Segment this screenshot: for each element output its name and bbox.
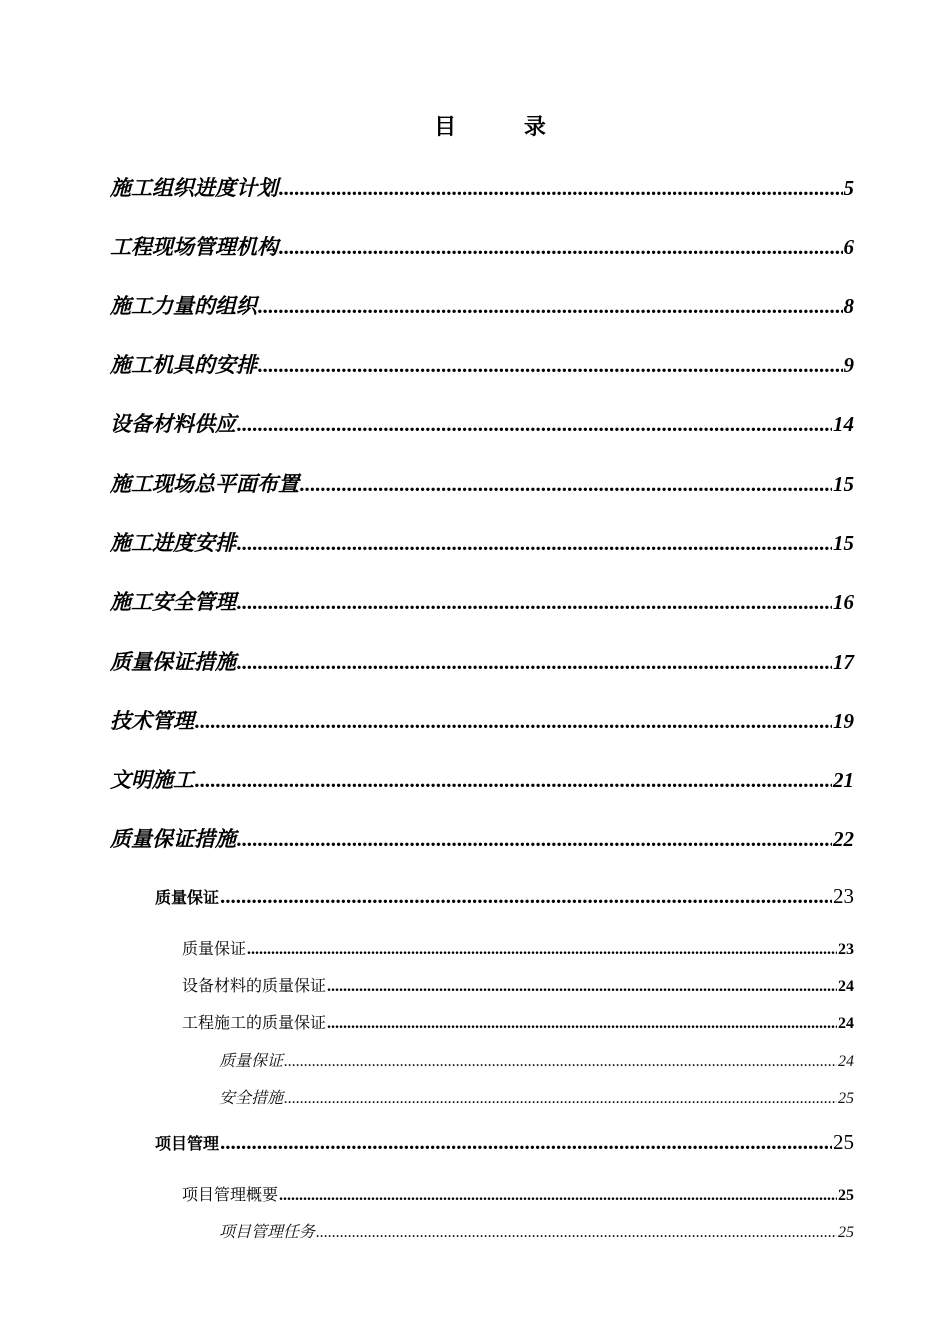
toc-page-number: 9 [843, 353, 854, 377]
toc-entry[interactable] [110, 231, 854, 261]
toc-entry[interactable] [110, 586, 854, 616]
toc-entry-label: 质量保证 [219, 1051, 284, 1070]
toc-entry-label: 项目管理概要 [182, 1185, 279, 1204]
toc-entry[interactable] [219, 1219, 854, 1242]
toc-entry-label: 设备材料供应 [110, 412, 236, 436]
toc-leader-dots [279, 1187, 837, 1205]
toc-page-number: 24 [838, 1015, 854, 1032]
toc-entry-label: 质量保证 [155, 888, 220, 907]
toc-entry[interactable] [110, 764, 854, 794]
toc-entry-label: 工程现场管理机构 [110, 235, 278, 259]
toc-entry[interactable] [110, 408, 854, 438]
toc-leader-dots [258, 353, 843, 378]
toc-entry-label: 质量保证措施 [110, 650, 236, 674]
toc-entry-label: 项目管理 [155, 1134, 220, 1153]
toc-entry-label: 施工现场总平面布置 [110, 472, 299, 496]
toc-page-number: 24 [838, 1053, 854, 1070]
toc-page-number: 22 [833, 827, 854, 851]
toc-leader-dots [237, 412, 832, 437]
toc-entry[interactable] [155, 884, 854, 909]
toc-entry-label: 质量保证措施 [110, 827, 236, 851]
toc-entry[interactable] [182, 1182, 854, 1205]
toc-entry-label: 安全措施 [219, 1088, 284, 1107]
toc-entry[interactable] [110, 468, 854, 498]
toc-leader-dots [316, 1224, 837, 1242]
toc-entry-label: 技术管理 [110, 709, 194, 733]
toc-page-number: 19 [833, 709, 854, 733]
toc-entry[interactable] [182, 973, 854, 996]
toc-entry[interactable] [182, 936, 854, 959]
toc-entry-label: 施工进度安排 [110, 531, 236, 555]
toc-leader-dots [237, 827, 832, 852]
toc-entry-label: 文明施工 [110, 768, 194, 792]
toc-page-number: 23 [833, 884, 854, 908]
toc-page-number: 17 [833, 650, 854, 674]
toc-leader-dots [327, 1015, 837, 1033]
toc-leader-dots [300, 472, 832, 497]
toc-entry[interactable] [182, 1010, 854, 1033]
toc-leader-dots [237, 590, 832, 615]
toc-page-number: 25 [838, 1187, 854, 1204]
toc-page-number: 21 [833, 768, 854, 792]
toc-leader-dots [220, 884, 832, 909]
toc-entry-label: 施工机具的安排 [110, 353, 257, 377]
toc-page-number: 5 [843, 176, 854, 200]
toc-entry-label: 设备材料的质量保证 [182, 976, 327, 995]
toc-page-number: 16 [833, 590, 854, 614]
toc-page-number: 24 [838, 978, 854, 995]
toc-entry-label: 项目管理任务 [219, 1222, 316, 1241]
toc-entry[interactable] [155, 1130, 854, 1155]
toc-entry[interactable] [110, 527, 854, 557]
toc-entry[interactable] [110, 290, 854, 320]
toc-entry-label: 施工安全管理 [110, 590, 236, 614]
toc-entry[interactable] [110, 349, 854, 379]
toc-page-number: 25 [838, 1224, 854, 1241]
toc-leader-dots [220, 1130, 832, 1155]
toc-page-number: 25 [833, 1130, 854, 1154]
toc-page-number: 8 [843, 294, 854, 318]
toc-entry-label: 质量保证 [182, 939, 247, 958]
toc-leader-dots [237, 650, 832, 675]
toc-title: 目 录 [434, 114, 576, 140]
toc-leader-dots [237, 531, 832, 556]
toc-leader-dots [284, 1053, 837, 1071]
toc-entry[interactable] [110, 705, 854, 735]
toc-page-number: 15 [833, 531, 854, 555]
toc-page-number: 23 [838, 941, 854, 958]
toc-entry-label: 工程施工的质量保证 [182, 1013, 327, 1032]
toc-leader-dots [247, 941, 837, 959]
toc-page-number: 6 [843, 235, 854, 259]
toc-entry[interactable] [219, 1048, 854, 1071]
toc-entry[interactable] [110, 172, 854, 202]
toc-leader-dots [195, 709, 832, 734]
toc-entry[interactable] [110, 646, 854, 676]
toc-page-number: 15 [833, 472, 854, 496]
toc-leader-dots [327, 978, 837, 996]
toc-leader-dots [284, 1090, 837, 1108]
toc-leader-dots [195, 768, 832, 793]
toc-entry[interactable] [110, 823, 854, 853]
toc-entry[interactable] [219, 1085, 854, 1108]
toc-leader-dots [279, 235, 843, 260]
toc-page-number: 25 [838, 1090, 854, 1107]
toc-entry-label: 施工组织进度计划 [110, 176, 278, 200]
toc-page-number: 14 [833, 412, 854, 436]
toc-leader-dots [258, 294, 843, 319]
toc-leader-dots [279, 176, 843, 201]
toc-entry-label: 施工力量的组织 [110, 294, 257, 318]
